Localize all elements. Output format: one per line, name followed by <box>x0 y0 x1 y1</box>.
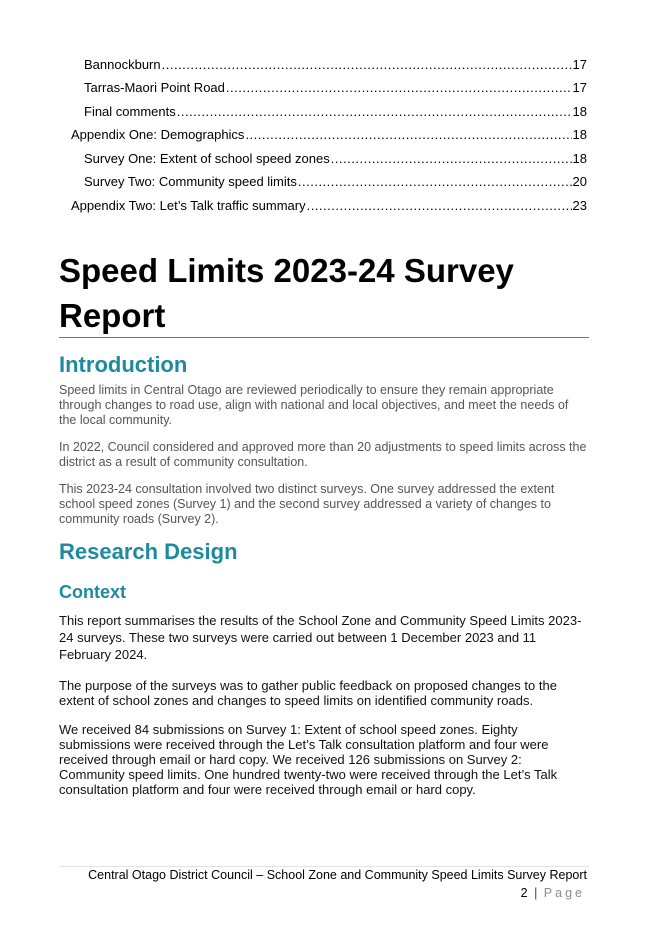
toc-entry[interactable] <box>84 173 587 191</box>
context-heading: Context <box>59 582 126 602</box>
toc-entry-page: 20 <box>572 174 587 189</box>
toc-leader-dots <box>307 197 572 215</box>
toc-entry[interactable] <box>84 103 587 121</box>
toc-entry-page: 17 <box>572 80 587 95</box>
introduction-paragraph: In 2022, Council considered and approved more than 20 adjustments to speed limits across the district as a result of community consultation. <box>59 440 587 469</box>
introduction-paragraph: This 2023-24 consultation involved two distinct surveys. One survey addressed the extent school speed zones (Survey 1) and the second survey addressed a variety of changes to community roads (Survey 2). <box>59 482 555 526</box>
toc-entry-page: 23 <box>572 198 587 213</box>
context-paragraph: The purpose of the surveys was to gather public feedback on proposed changes to the extent of school zones and changes to speed limits on identified community roads. <box>59 678 557 708</box>
toc-entry[interactable] <box>84 79 587 97</box>
toc-leader-dots <box>331 150 572 168</box>
toc-entry-label: Appendix One: Demographics <box>71 127 245 142</box>
introduction-heading: Introduction <box>59 352 188 377</box>
toc-entry-label: Tarras-Maori Point Road <box>84 80 225 95</box>
toc-entry-page: 17 <box>572 57 587 72</box>
page-separator: | <box>534 886 538 900</box>
page-word: Page <box>543 886 585 900</box>
toc-entry[interactable] <box>71 126 587 144</box>
context-paragraph: We received 84 submissions on Survey 1: Extent of school speed zones. Eighty submissions were received through the Let’s Talk consultation platform and four were received through email or hard copy. We received 126 submissions on Survey 2: Community speed limits. One hundred twenty-two were received through the Let’s Talk consultation platform and four were received through email or hard copy. <box>59 722 558 797</box>
footer-text: Central Otago District Council – School Zone and Community Speed Limits Survey Report <box>88 868 587 882</box>
research-design-heading: Research Design <box>59 539 238 564</box>
toc-entry[interactable] <box>71 197 587 215</box>
toc-entry-label: Bannockburn <box>84 57 161 72</box>
toc-entry-page: 18 <box>572 104 587 119</box>
page-number <box>521 885 585 901</box>
toc-leader-dots <box>162 56 572 74</box>
toc-leader-dots <box>226 79 572 97</box>
introduction-paragraph: Speed limits in Central Otago are reviewed periodically to ensure they remain appropriate through changes to road use, align with national and local objectives, and meet the needs of the local community. <box>59 383 569 427</box>
toc-entry[interactable] <box>84 56 587 74</box>
toc-entry-page: 18 <box>572 151 587 166</box>
title-divider <box>59 337 589 338</box>
toc-entry-label: Survey Two: Community speed limits <box>84 174 297 189</box>
toc-leader-dots <box>298 173 572 191</box>
document-title: Speed Limits 2023-24 Survey Report <box>59 252 514 334</box>
toc-entry-page: 18 <box>572 127 587 142</box>
toc-entry-label: Final comments <box>84 104 176 119</box>
toc-entry[interactable] <box>84 150 587 168</box>
toc-leader-dots <box>245 126 571 144</box>
context-paragraph: This report summarises the results of the School Zone and Community Speed Limits 2023-24 surveys. These two surveys were carried out between 1 December 2023 and 11 February 2024. <box>59 613 582 662</box>
toc-entry-label: Survey One: Extent of school speed zones <box>84 151 330 166</box>
page-number-value: 2 <box>520 886 528 900</box>
toc-entry-label: Appendix Two: Let’s Talk traffic summary <box>71 198 306 213</box>
toc-leader-dots <box>177 103 572 121</box>
